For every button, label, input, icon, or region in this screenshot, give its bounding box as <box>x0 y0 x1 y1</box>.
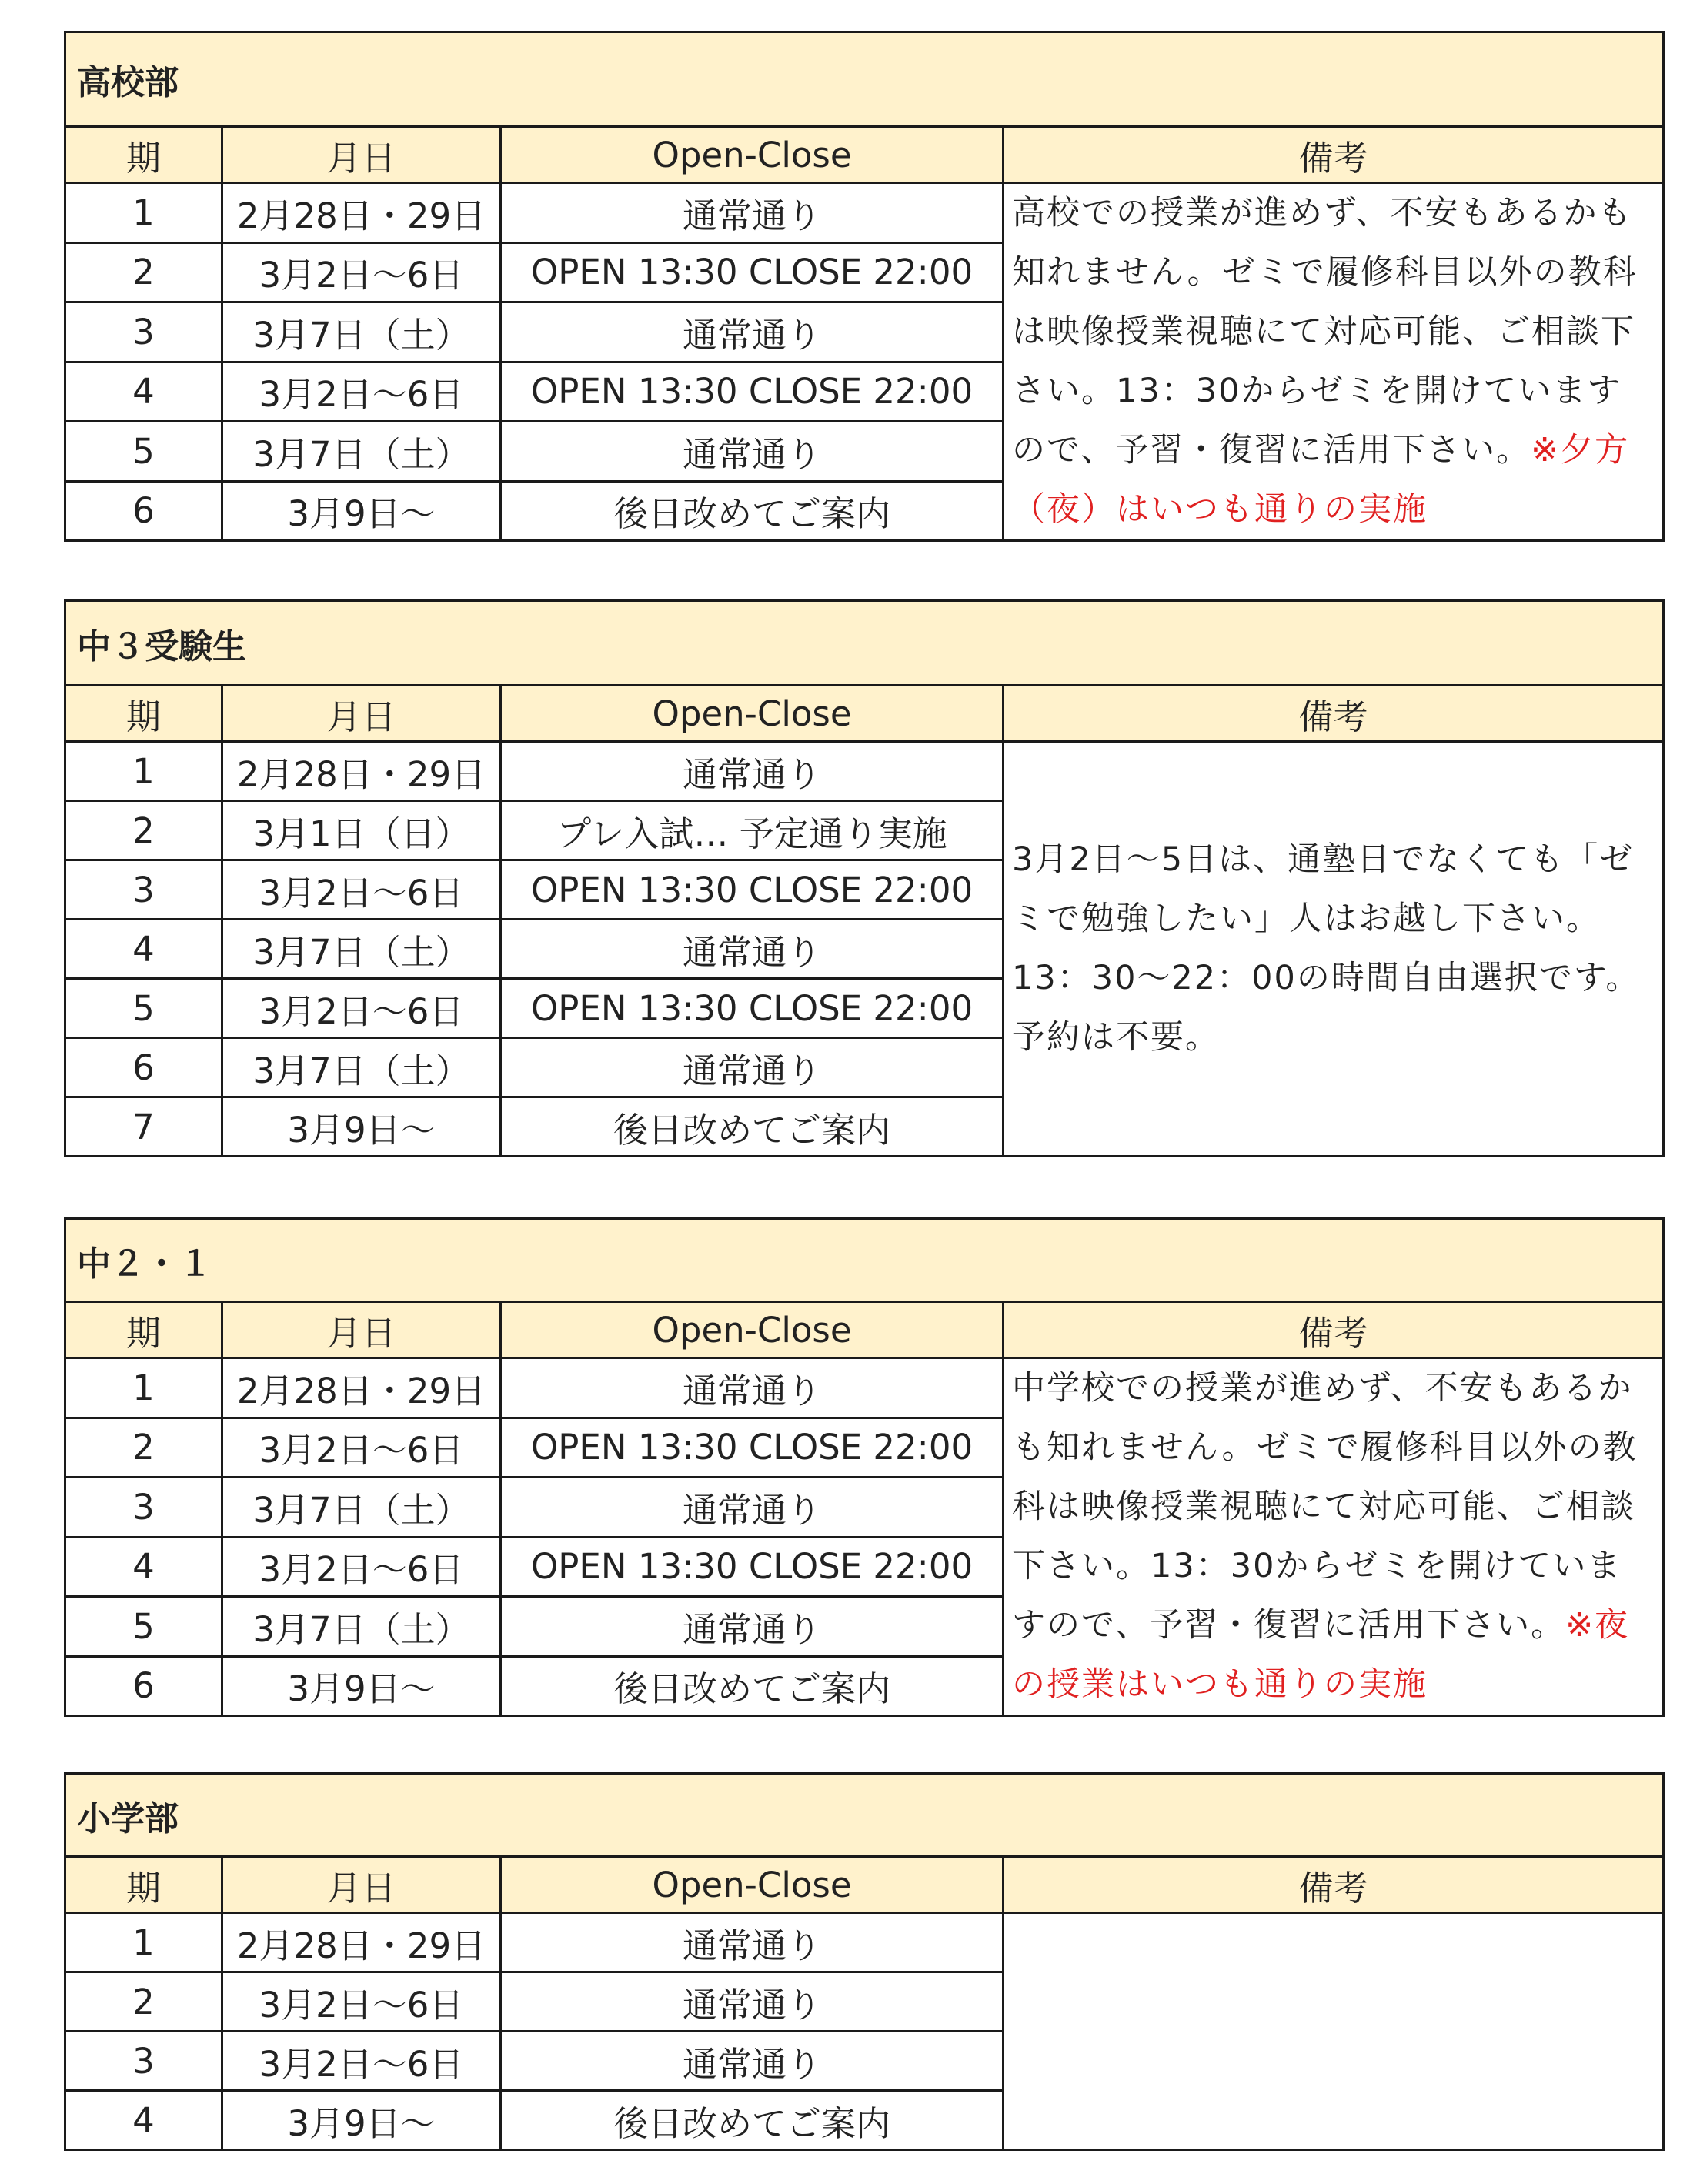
open-close-cell: OPEN 13:30 CLOSE 22:00 <box>501 242 1004 302</box>
remarks-cell <box>1004 1358 1664 1716</box>
date-cell: 3月7日（土） <box>222 1038 501 1097</box>
open-close-cell: OPEN 13:30 CLOSE 22:00 <box>501 1537 1004 1597</box>
column-header-row <box>65 686 1664 742</box>
period-header: 期 <box>65 1302 222 1358</box>
date-cell: 3月7日（土） <box>222 1597 501 1657</box>
junior3-table <box>64 599 1665 1157</box>
open-close-cell: 通常通り <box>501 183 1004 243</box>
date-cell: 2月28日・29日 <box>222 1358 501 1418</box>
date-cell: 3月2日〜6日 <box>222 1972 501 2032</box>
remarks-highlight: ※夜の授業はいつも通りの実施 <box>1012 1606 1630 1704</box>
date-cell: 3月7日（土） <box>222 1478 501 1538</box>
date-cell: 2月28日・29日 <box>222 742 501 801</box>
remarks-header: 備考 <box>1004 127 1664 183</box>
table-row <box>65 742 1664 801</box>
period-header: 期 <box>65 127 222 183</box>
open-close-cell: 通常通り <box>501 2032 1004 2091</box>
period-cell: 1 <box>65 183 222 243</box>
date-cell: 3月9日〜 <box>222 2091 501 2150</box>
open-close-cell: 後日改めてご案内 <box>501 1656 1004 1716</box>
period-cell: 6 <box>65 481 222 541</box>
column-header-row <box>65 1857 1664 1913</box>
junior21-table <box>64 1217 1665 1717</box>
date-header: 月日 <box>222 127 501 183</box>
open-close-cell: プレ入試… 予定通り実施 <box>501 801 1004 860</box>
open-close-header: Open-Close <box>501 686 1004 742</box>
period-cell: 1 <box>65 742 222 801</box>
period-cell: 7 <box>65 1097 222 1157</box>
period-cell: 6 <box>65 1656 222 1716</box>
period-cell: 2 <box>65 242 222 302</box>
date-cell: 2月28日・29日 <box>222 183 501 243</box>
open-close-cell: OPEN 13:30 CLOSE 22:00 <box>501 362 1004 422</box>
open-close-cell: 通常通り <box>501 1913 1004 1972</box>
period-cell: 3 <box>65 860 222 920</box>
period-cell: 1 <box>65 1358 222 1418</box>
section-title: 中２・１ <box>65 1219 1664 1302</box>
open-close-cell: 後日改めてご案内 <box>501 1097 1004 1157</box>
period-header: 期 <box>65 686 222 742</box>
column-header-row <box>65 127 1664 183</box>
date-cell: 3月2日〜6日 <box>222 979 501 1038</box>
period-cell: 3 <box>65 2032 222 2091</box>
open-close-cell: 後日改めてご案内 <box>501 2091 1004 2150</box>
open-close-cell: 通常通り <box>501 742 1004 801</box>
table-row <box>65 1913 1664 1972</box>
remarks-header: 備考 <box>1004 1857 1664 1913</box>
open-close-cell: 後日改めてご案内 <box>501 481 1004 541</box>
open-close-cell: 通常通り <box>501 920 1004 979</box>
open-close-cell: 通常通り <box>501 1597 1004 1657</box>
date-cell: 3月7日（土） <box>222 302 501 362</box>
remarks-text: 3月2日〜5日は、通塾日でなくても「ゼミで勉強したい」人はお越し下さい。13：30〜22：00の時間自由選択です。予約は不要。 <box>1012 840 1641 1057</box>
remarks-cell <box>1004 183 1664 541</box>
remarks-cell <box>1004 742 1664 1157</box>
remarks-header: 備考 <box>1004 686 1664 742</box>
date-cell: 3月2日〜6日 <box>222 860 501 920</box>
period-cell: 3 <box>65 302 222 362</box>
date-cell: 3月2日〜6日 <box>222 1537 501 1597</box>
period-cell: 4 <box>65 2091 222 2150</box>
elementary-table <box>64 1772 1665 2151</box>
section-title: 中３受験生 <box>65 601 1664 686</box>
remarks-text: 高校での授業が進めず、不安もあるかも知れません。ゼミで履修科目以外の教科は映像授業視聴にて対応可能、ご相談下さい。13：30からゼミを開けていますので、予習・復習に活用下さい。 <box>1012 194 1638 469</box>
period-cell: 2 <box>65 1418 222 1478</box>
date-cell: 3月9日〜 <box>222 481 501 541</box>
high-school-table <box>64 31 1665 542</box>
table-row <box>65 1358 1664 1418</box>
table-row <box>65 183 1664 243</box>
date-cell: 3月2日〜6日 <box>222 242 501 302</box>
period-cell: 3 <box>65 1478 222 1538</box>
period-cell: 4 <box>65 920 222 979</box>
period-cell: 5 <box>65 979 222 1038</box>
section-title: 高校部 <box>65 32 1664 127</box>
period-cell: 5 <box>65 422 222 482</box>
open-close-cell: 通常通り <box>501 1478 1004 1538</box>
period-cell: 4 <box>65 362 222 422</box>
open-close-cell: 通常通り <box>501 422 1004 482</box>
period-cell: 1 <box>65 1913 222 1972</box>
period-cell: 4 <box>65 1537 222 1597</box>
date-cell: 3月1日（日） <box>222 801 501 860</box>
date-header: 月日 <box>222 1857 501 1913</box>
date-cell: 3月9日〜 <box>222 1097 501 1157</box>
period-cell: 6 <box>65 1038 222 1097</box>
period-cell: 2 <box>65 801 222 860</box>
open-close-cell: 通常通り <box>501 302 1004 362</box>
period-header: 期 <box>65 1857 222 1913</box>
remarks-cell <box>1004 1913 1664 2150</box>
open-close-header: Open-Close <box>501 127 1004 183</box>
open-close-cell: 通常通り <box>501 1038 1004 1097</box>
date-cell: 3月2日〜6日 <box>222 2032 501 2091</box>
date-cell: 3月7日（土） <box>222 920 501 979</box>
period-cell: 5 <box>65 1597 222 1657</box>
open-close-cell: OPEN 13:30 CLOSE 22:00 <box>501 860 1004 920</box>
date-cell: 3月2日〜6日 <box>222 1418 501 1478</box>
section-title: 小学部 <box>65 1774 1664 1857</box>
remarks-header: 備考 <box>1004 1302 1664 1358</box>
column-header-row <box>65 1302 1664 1358</box>
open-close-cell: OPEN 13:30 CLOSE 22:00 <box>501 979 1004 1038</box>
date-cell: 3月9日〜 <box>222 1656 501 1716</box>
open-close-cell: 通常通り <box>501 1358 1004 1418</box>
date-cell: 3月2日〜6日 <box>222 362 501 422</box>
remarks-highlight: ※夕方（夜）はいつも通りの実施 <box>1012 431 1630 529</box>
date-cell: 3月7日（土） <box>222 422 501 482</box>
date-header: 月日 <box>222 1302 501 1358</box>
open-close-cell: 通常通り <box>501 1972 1004 2032</box>
open-close-header: Open-Close <box>501 1302 1004 1358</box>
period-cell: 2 <box>65 1972 222 2032</box>
date-header: 月日 <box>222 686 501 742</box>
date-cell: 2月28日・29日 <box>222 1913 501 1972</box>
open-close-cell: OPEN 13:30 CLOSE 22:00 <box>501 1418 1004 1478</box>
remarks-text: 中学校での授業が進めず、不安もあるかも知れません。ゼミで履修科目以外の教科は映像授業視聴にて対応可能、ご相談下さい。13：30からゼミを開けていますので、予習・復習に活用下さい。 <box>1012 1369 1638 1645</box>
open-close-header: Open-Close <box>501 1857 1004 1913</box>
